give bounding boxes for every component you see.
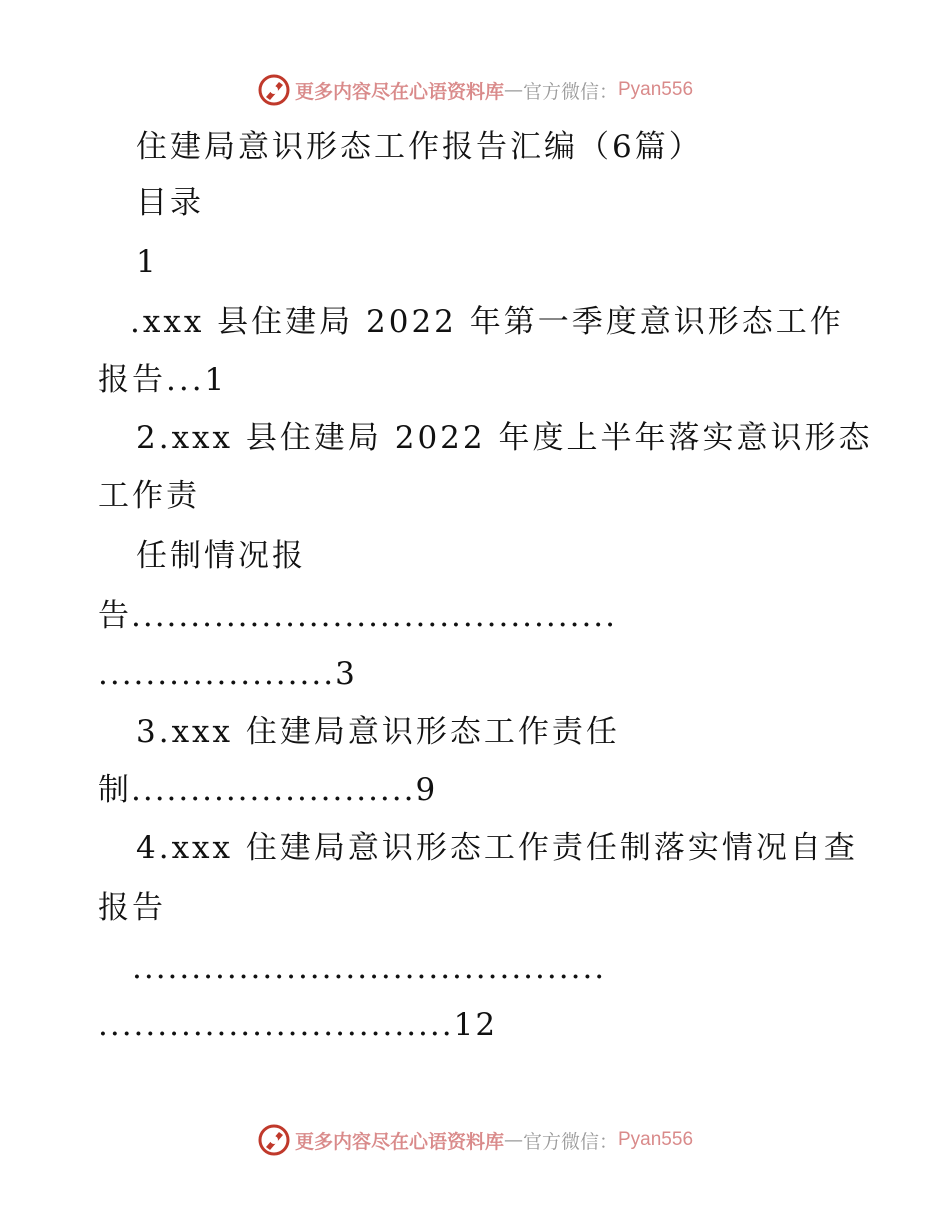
pen-logo-icon xyxy=(257,73,291,107)
toc-line: 3.xxx 住建局意识形态工作责任 xyxy=(136,714,620,750)
watermark-text: 更多内容尽在心语资料库 xyxy=(294,1130,504,1153)
watermark-dash: — xyxy=(503,1129,523,1151)
toc-line: 4.xxx 住建局意识形态工作责任制落实情况自查 xyxy=(136,830,858,866)
toc-line: 报告 xyxy=(98,890,166,926)
watermark-banner-bottom xyxy=(0,1120,950,1160)
toc-line: ........................................ xyxy=(132,950,607,986)
toc-line: 报告...1 xyxy=(98,362,228,398)
toc-line: 1 xyxy=(136,244,159,280)
watermark-banner-top xyxy=(0,70,950,110)
toc-line: ....................3 xyxy=(98,656,357,692)
watermark-id: Pyan556 xyxy=(618,79,694,100)
watermark-dash: — xyxy=(503,79,523,101)
toc-line: 2.xxx 县住建局 2022 年度上半年落实意识形态 xyxy=(136,420,873,456)
toc-line: 任制情况报 xyxy=(136,538,306,574)
toc-line: .xxx 县住建局 2022 年第一季度意识形态工作 xyxy=(130,304,844,340)
toc-heading: 目录 xyxy=(136,185,204,221)
watermark-text: 更多内容尽在心语资料库 xyxy=(294,80,504,103)
toc-line: 制........................9 xyxy=(98,772,438,808)
toc-line: 告......................................... xyxy=(98,598,618,634)
watermark-official: 官方微信： xyxy=(522,80,618,103)
pen-logo-icon xyxy=(257,1123,291,1157)
watermark-official: 官方微信： xyxy=(522,1130,618,1153)
document-title: 住建局意识形态工作报告汇编（6篇） xyxy=(136,129,703,165)
toc-line: 工作责 xyxy=(98,478,200,514)
watermark-id: Pyan556 xyxy=(618,1129,694,1150)
toc-line: ..............................12 xyxy=(98,1007,498,1043)
